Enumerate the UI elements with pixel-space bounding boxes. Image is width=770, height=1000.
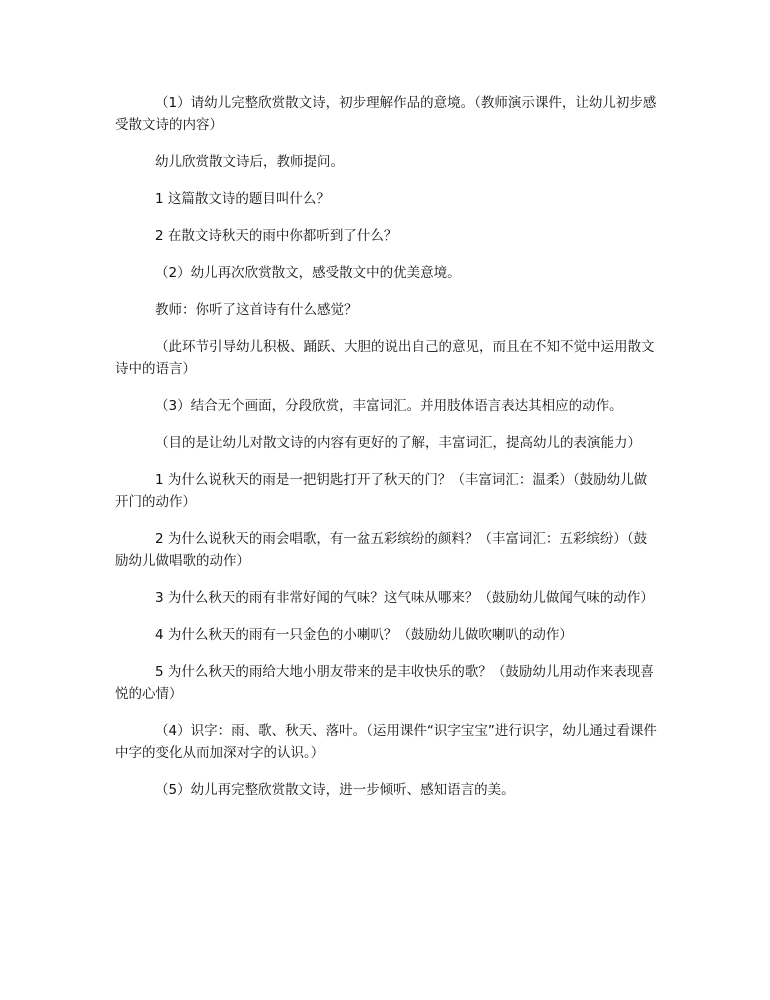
discussion-item-4: 4 为什么秋天的雨有一只金色的小喇叭？（鼓励幼儿做吹喇叭的动作） bbox=[155, 627, 573, 643]
step-3-purpose: （目的是让幼儿对散文诗的内容有更好的了解，丰富词汇，提高幼儿的表演能力） bbox=[155, 435, 641, 451]
question-1: 1 这篇散文诗的题目叫什么？ bbox=[155, 191, 330, 207]
discussion-item-5: 5 为什么秋天的雨给大地小朋友带来的是丰收快乐的歌？（鼓励幼儿用动作来表现喜悦的心情） bbox=[115, 664, 654, 702]
discussion-item-3: 3 为什么秋天的雨有非常好闻的气味？这气味从哪来？（鼓励幼儿做闻气味的动作） bbox=[155, 590, 654, 606]
discussion-item-1: 1 为什么说秋天的雨是一把钥匙打开了秋天的门？（丰富词汇：温柔）（鼓励幼儿做开门的动作） bbox=[115, 472, 648, 510]
step-2-note: （此环节引导幼儿积极、踊跃、大胆的说出自己的意见，而且在不知不觉中运用散文诗中的语言） bbox=[115, 339, 655, 377]
question-2: 2 在散文诗秋天的雨中你都听到了什么？ bbox=[155, 228, 398, 244]
step-4-paragraph: （4）识字：雨、歌、秋天、落叶。（运用课件“识字宝宝”进行识字，幼儿通过看课件中字的变化从而加深对字的认识。） bbox=[115, 723, 657, 761]
document-body bbox=[115, 92, 660, 816]
step-3-paragraph: （3）结合无个画面，分段欣赏，丰富词汇。并用肢体语言表达其相应的动作。 bbox=[155, 398, 623, 414]
discussion-item-2: 2 为什么说秋天的雨会唱歌，有一盆五彩缤纷的颜料？（丰富词汇：五彩缤纷）（鼓励幼儿做唱歌的动作） bbox=[115, 531, 648, 569]
step-2-paragraph: （2）幼儿再次欣赏散文，感受散文中的优美意境。 bbox=[155, 265, 461, 281]
step-1-paragraph: （1）请幼儿完整欣赏散文诗，初步理解作品的意境。（教师演示课件，让幼儿初步感受散文诗的内容） bbox=[115, 95, 657, 133]
step-5-paragraph: （5）幼儿再完整欣赏散文诗，进一步倾听、感知语言的美。 bbox=[155, 782, 515, 798]
teacher-question-intro: 幼儿欣赏散文诗后，教师提问。 bbox=[155, 154, 344, 170]
teacher-question: 教师：你听了这首诗有什么感觉？ bbox=[155, 302, 358, 318]
